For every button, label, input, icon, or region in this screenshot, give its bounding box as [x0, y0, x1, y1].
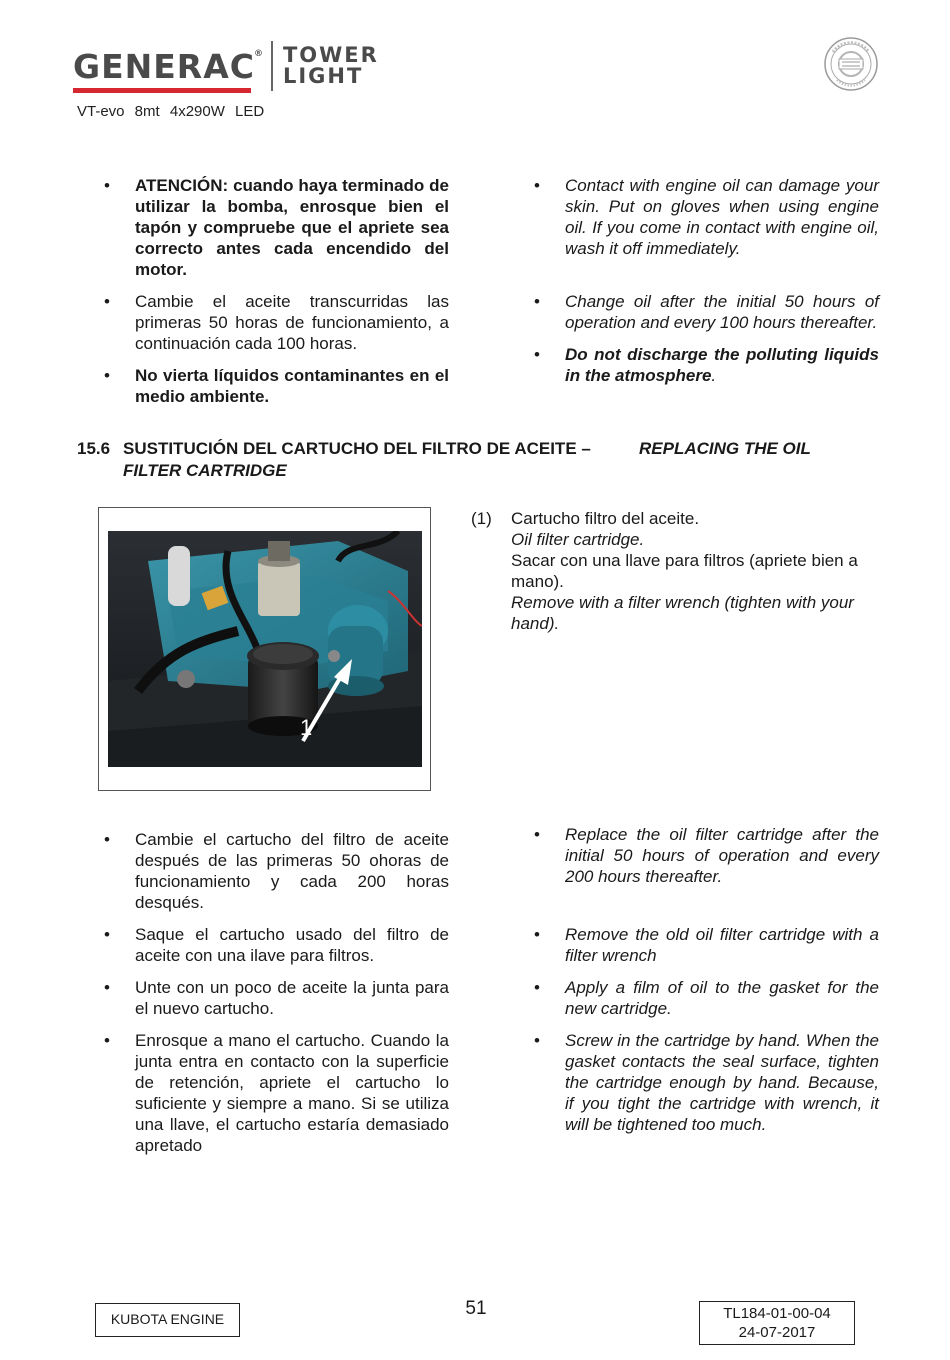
brand-name: GENERAC [73, 46, 255, 86]
list-item [534, 924, 879, 966]
engine-photo [108, 531, 422, 767]
legend-line-en-1: Oil filter cartridge. [511, 530, 645, 549]
callout-label: 1 [300, 715, 313, 740]
bottom-right-column [534, 824, 879, 1135]
remove-cartridge-es: • Saque el cartucho usado del filtro de aceite con una ilave para filtros. [135, 925, 449, 965]
sentence-period: . [711, 366, 717, 385]
generac-logo [73, 40, 379, 92]
footer-doc-box [699, 1301, 855, 1345]
legend-number: (1) [471, 509, 492, 528]
section-heading [77, 438, 847, 482]
no-pollution-en: Do not discharge the polluting liquids in the atmosphere [565, 345, 879, 385]
oil-change-en: • Change oil after the initial 50 hours of operation and every 100 hours thereafter. [565, 292, 879, 332]
bottom-left-column [104, 829, 449, 1156]
remove-cartridge-en: • Remove the old oil filter cartridge with a filter wrench [565, 925, 879, 965]
list-item [104, 977, 449, 1019]
product-line-2: LIGHT [282, 64, 364, 88]
sgs-certification-seal-icon [823, 36, 879, 92]
list-item [534, 1030, 879, 1135]
brand-wordmark [73, 46, 264, 86]
figure-legend [471, 508, 881, 634]
screw-cartridge-es: • Enrosque a mano el cartucho. Cuando la junta entra en contacto con la superficie de retención, apriete el cartucho lo suficiente y siempre a mano. Si se utiliza una llave, el cartucho estaría demasiado apretado [135, 1031, 449, 1155]
no-pollution-es: • No vierta líquidos contaminantes en el medio ambiente. [135, 366, 449, 406]
logo-separator [271, 41, 273, 91]
top-left-column [104, 175, 449, 407]
list-item [104, 924, 449, 966]
list-item [534, 344, 879, 386]
oil-change-es: • Cambie el aceite transcurridas las primeras 50 horas de funcionamiento, a continuación cada 100 horas. [135, 292, 449, 353]
brand-red-bar [73, 88, 251, 93]
oil-contact-warning-en: • Contact with engine oil can damage your skin. Put on gloves when using engine oil. If you come in contact with engine oil, wash it off immediately. [565, 176, 879, 258]
legend-body [511, 508, 881, 634]
list-item [104, 291, 449, 354]
legend-line-es-1: Cartucho filtro del aceite. [511, 509, 700, 528]
top-right-column [534, 175, 879, 386]
footer-section-box: KUBOTA ENGINE [95, 1303, 240, 1337]
page-number: 51 [465, 1298, 487, 1319]
oil-gasket-en: • Apply a film of oil to the gasket for the new cartridge. [565, 978, 879, 1018]
doc-date: 24-07-2017 [738, 1324, 816, 1341]
section-number: 15.6 [77, 439, 111, 458]
list-item [534, 824, 879, 887]
list-item [104, 175, 449, 280]
product-line-1: TOWER [282, 43, 379, 67]
product-line-logo [283, 45, 379, 87]
engine-photo-frame [98, 507, 431, 791]
screw-cartridge-en: • Screw in the cartridge by hand. When the gasket contacts the seal surface, tighten the cartridge enough by hand. Because, if you tight the cartridge with wrench, it will be tightened too much. [565, 1031, 879, 1134]
registered-mark: ® [253, 48, 264, 59]
list-item [104, 1030, 449, 1156]
legend-line-es-2: Sacar con una llave para filtros (apriete bien a mano). [511, 551, 858, 591]
section-title-en: REPLACING THE OIL FILTER CARTRIDGE [123, 439, 811, 480]
replace-cartridge-en: • Replace the oil filter cartridge after the initial 50 hours of operation and every 200 hours thereafter. [565, 825, 879, 886]
oil-gasket-es: • Unte con un poco de aceite la junta para el nuevo cartucho. [135, 978, 449, 1018]
list-item [534, 977, 879, 1019]
list-item [104, 829, 449, 913]
list-item [534, 291, 879, 333]
list-item [534, 175, 879, 259]
warning-attention-es: • ATENCIÓN: cuando haya terminado de utilizar la bomba, enrosque bien el tapón y compruebe que el apriete sea correcto antes cada encendido del motor. [135, 176, 449, 279]
list-item [104, 365, 449, 407]
doc-code: TL184-01-00-04 [723, 1305, 831, 1322]
section-title-es: SUSTITUCIÓN DEL CARTUCHO DEL FILTRO DE ACEITE – [123, 439, 591, 458]
replace-cartridge-es: • Cambie el cartucho del filtro de aceite después de las primeras 50 ohoras de funcionamiento y cada 200 horas desqués. [135, 830, 449, 912]
legend-line-en-2: Remove with a filter wrench (tighten with your hand). [511, 593, 854, 633]
model-designation: VT-evo 8mt 4x290W LED [77, 103, 265, 120]
